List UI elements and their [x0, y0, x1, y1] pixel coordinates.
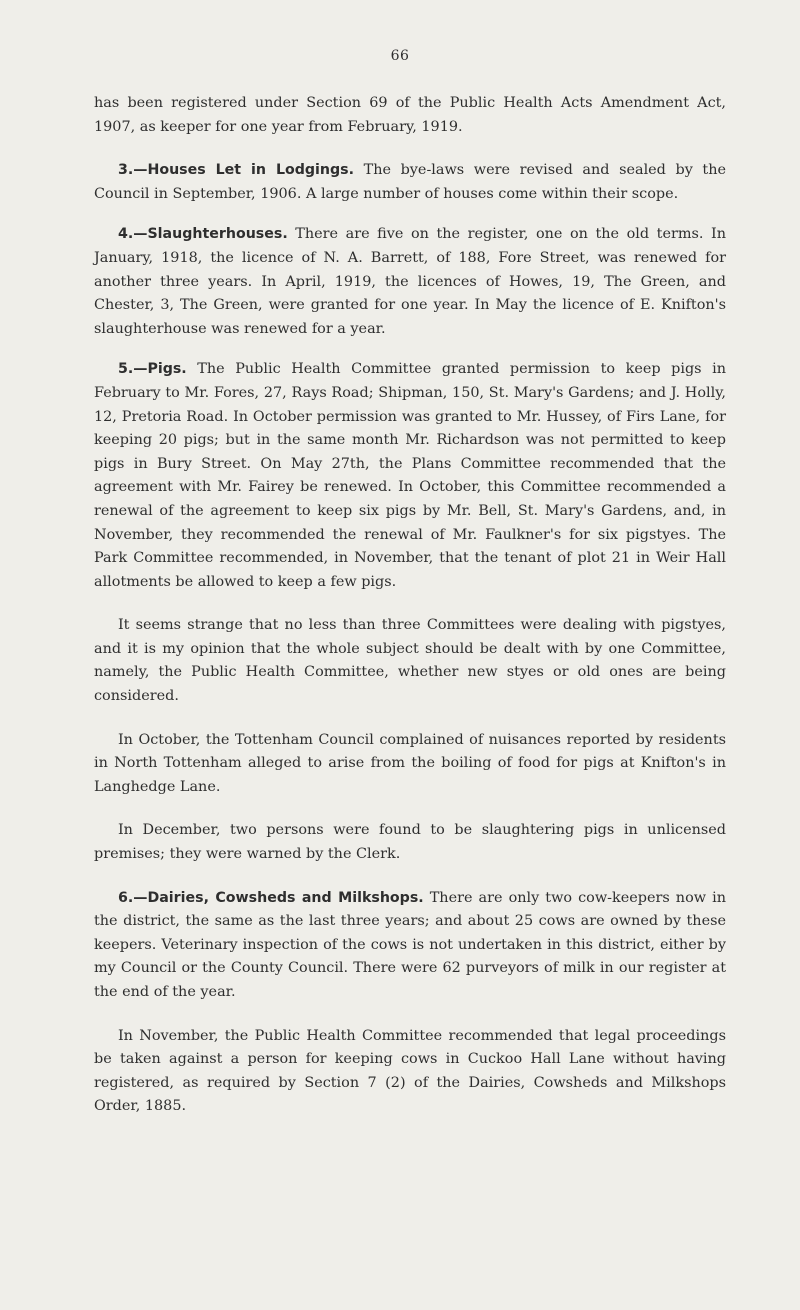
section-heading: 6.—Dairies, Cowsheds and Milkshops.	[118, 889, 424, 906]
section-slaughterhouses	[94, 223, 726, 341]
paragraph-tottenham-complaint	[94, 729, 726, 800]
paragraph-text: The Public Health Committee granted permission to keep pigs in February to Mr. Fores, 27, Rays Road; Shipman, 150, St. Mary's Gardens; and J. Holly, 12, Pretoria Road. In October permission was granted to Mr. Hussey, of Firs Lane, for keeping 20 pigs; but in the same month Mr. Richardson was not permitted to keep pigs in Bury Street. On May 27th, the Plans Committee recommended that the agreement with Mr. Fairey be renewed. In October, this Committee recommended a renewal of the agreement to keep six pigs by Mr. Bell, St. Mary's Gardens, and, in November, they recommended the renewal of Mr. Faulkner's for six pigstyes. The Park Committee recommended, in November, that the tenant of plot 21 in Weir Hall allotments be allowed to keep a few pigs.	[94, 361, 726, 590]
section-pigs	[94, 358, 726, 594]
paragraph-unlicensed-slaughtering	[94, 819, 726, 866]
paragraph-text: It seems strange that no less than three Committees were dealing with pigstyes, and it is my opinion that the whole subject should be dealt with by one Committee, namely, the Public Health Committee, whether new styes or old ones are being considered.	[94, 617, 726, 705]
paragraph-text: has been registered under Section 69 of the Public Health Acts Amendment Act, 1907, as keeper for one year from February, 1919.	[94, 95, 726, 135]
paragraph-continuation	[94, 92, 726, 139]
paragraph-legal-proceedings	[94, 1025, 726, 1119]
section-houses-let-in-lodgings	[94, 159, 726, 206]
body-text	[94, 92, 726, 1136]
paragraph-text: In October, the Tottenham Council complained of nuisances reported by residents in North Tottenham alleged to arise from the boiling of food for pigs at Knifton's in Langhedge Lane.	[94, 731, 726, 795]
paragraph-text: There are five on the register, one on the old terms. In January, 1918, the licence of N. A. Barrett, of 188, Fore Street, was renewed for another three years. In April, 1919, the licences of Howes, 19, The Green, and Chester, 3, The Green, were granted for one year. In May the licence of E. Knifton's slaughterhouse was renewed for a year.	[94, 226, 726, 337]
section-dairies-cowsheds-milkshops	[94, 887, 726, 1005]
section-heading: 3.—Houses Let in Lodgings.	[118, 162, 355, 179]
paragraph-pigstyes-opinion	[94, 614, 726, 708]
paragraph-text: In November, the Public Health Committee recommended that legal proceedings be taken against a person for keeping cows in Cuckoo Hall Lane without having registered, as required by Section 7 (2) of the Dairies, Cowsheds and Milkshops Order, 1885.	[94, 1027, 726, 1115]
page-number: 66	[390, 48, 410, 64]
paragraph-text: There are only two cow-keepers now in the district, the same as the last three years; and about 25 cows are owned by these keepers. Veterinary inspection of the cows is not undertaken in this district, either by my Council or the County Council. There were 62 purveyors of milk in our register at the end of the year.	[94, 889, 726, 1000]
paragraph-text: In December, two persons were found to be slaughtering pigs in unlicensed premises; they were warned by the Clerk.	[94, 822, 726, 863]
section-heading: 4.—Slaughterhouses.	[118, 226, 288, 243]
section-heading: 5.—Pigs.	[118, 361, 187, 378]
paragraph-text: The bye-laws were revised and sealed by the Council in September, 1906. A large number of houses come within their scope.	[94, 162, 726, 202]
